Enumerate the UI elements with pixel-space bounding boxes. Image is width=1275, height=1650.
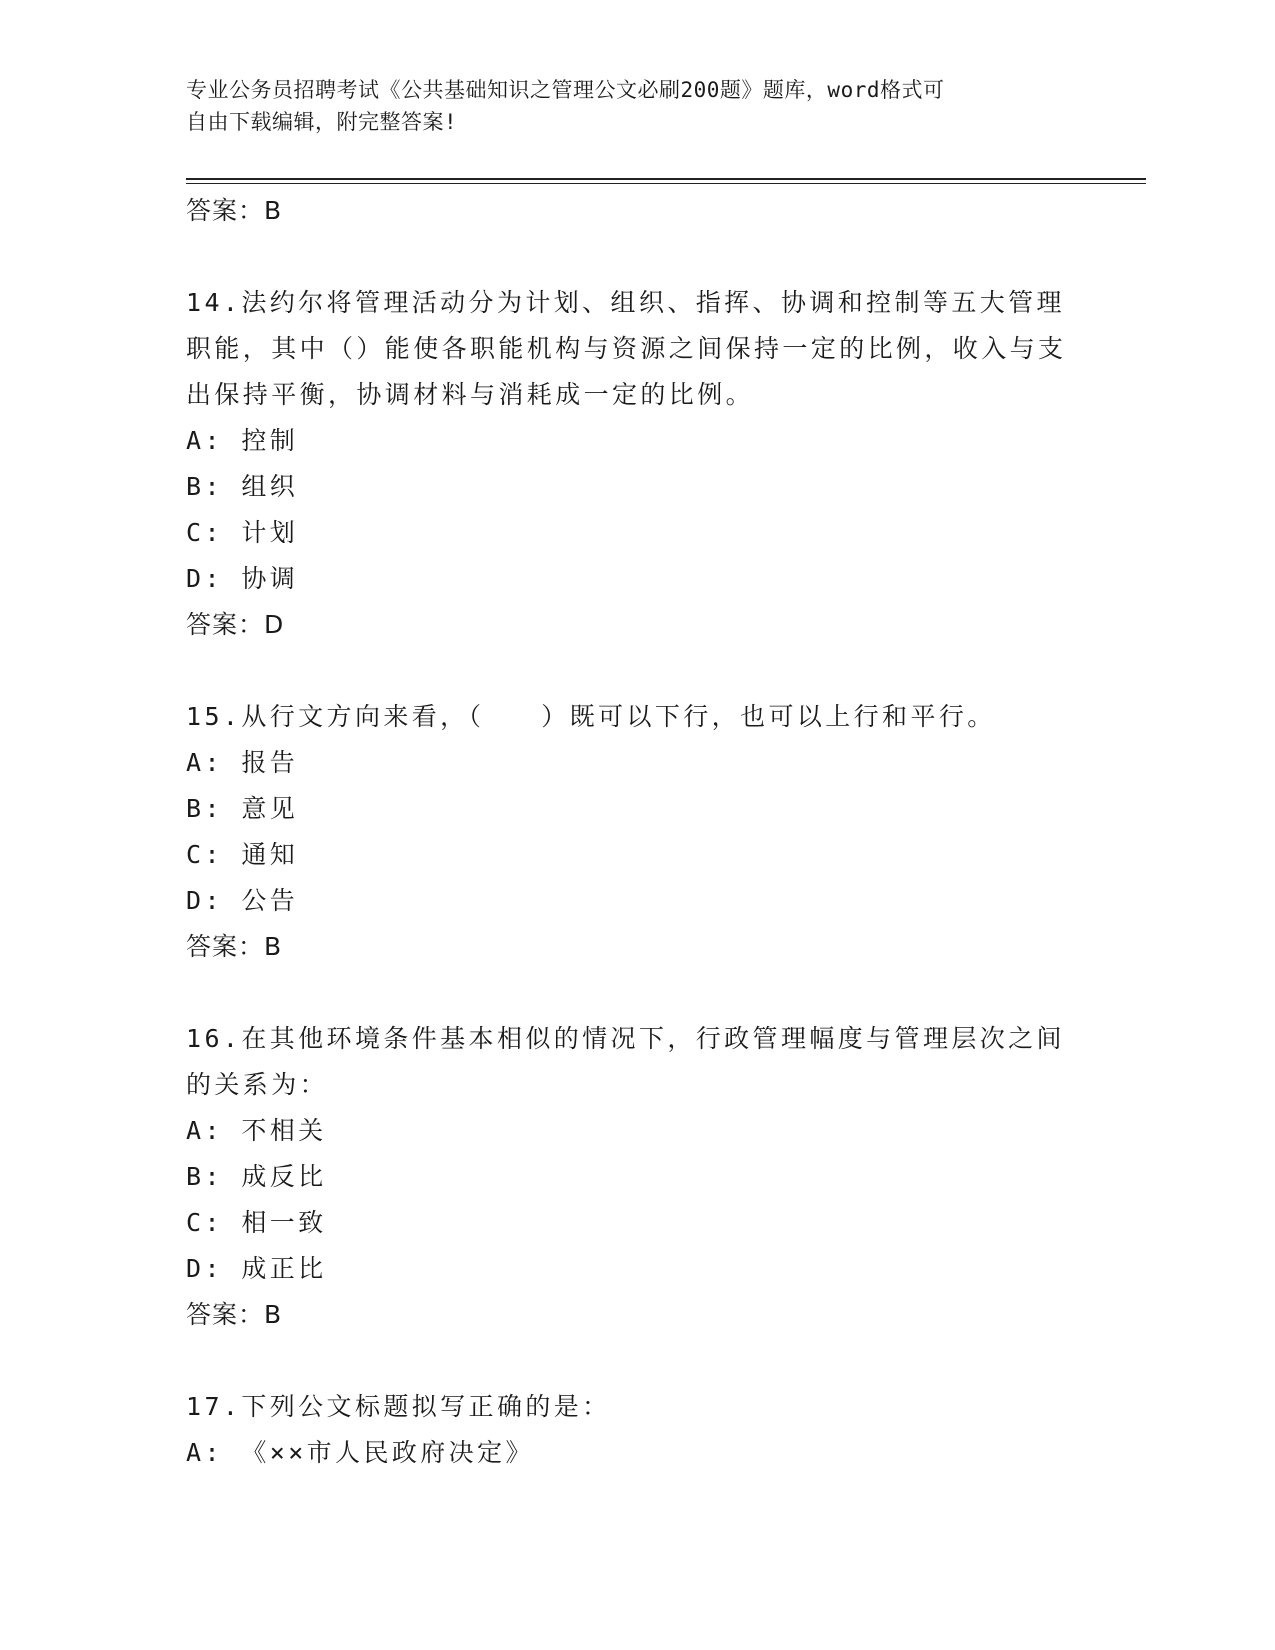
question-14 xyxy=(186,280,1086,648)
answer-line: 答案：B xyxy=(186,196,283,225)
question-text: 16.在其他环境条件基本相似的情况下，行政管理幅度与管理层次之间的关系为： xyxy=(186,1024,1065,1099)
header-line-1: 专业公务员招聘考试《公共基础知识之管理公文必刷200题》题库，word格式可 xyxy=(186,78,945,102)
answer-line: 答案：B xyxy=(186,1300,283,1329)
option-a: A: 控制 xyxy=(186,426,299,455)
answer-line: 答案：B xyxy=(186,932,283,961)
option-d: D: 协调 xyxy=(186,564,299,593)
document-header xyxy=(186,74,1086,138)
option-a: A: 《××市人民政府决定》 xyxy=(186,1438,534,1467)
header-rule-thin xyxy=(186,183,1146,184)
option-d: D: 成正比 xyxy=(186,1254,327,1283)
option-d: D: 公告 xyxy=(186,886,299,915)
option-b: B: 组织 xyxy=(186,472,299,501)
header-rule-thick xyxy=(186,178,1146,180)
answer-line: 答案：D xyxy=(186,610,285,639)
header-line-2: 自由下载编辑，附完整答案! xyxy=(186,110,458,134)
document-body xyxy=(186,188,1086,1476)
option-b: B: 成反比 xyxy=(186,1162,327,1191)
option-c: C: 相一致 xyxy=(186,1208,327,1237)
question-text: 15.从行文方向来看，（ ）既可以下行，也可以上行和平行。 xyxy=(186,702,996,731)
option-c: C: 计划 xyxy=(186,518,299,547)
option-b: B: 意见 xyxy=(186,794,299,823)
question-15 xyxy=(186,694,1086,970)
option-a: A: 不相关 xyxy=(186,1116,327,1145)
question-16 xyxy=(186,1016,1086,1338)
question-17 xyxy=(186,1384,1086,1476)
question-text: 17.下列公文标题拟写正确的是： xyxy=(186,1392,611,1421)
question-text: 14.法约尔将管理活动分为计划、组织、指挥、协调和控制等五大管理职能，其中（）能使各职能机构与资源之间保持一定的比例，收入与支出保持平衡，协调材料与消耗成一定的比例。 xyxy=(186,288,1067,409)
option-a: A: 报告 xyxy=(186,748,299,777)
option-c: C: 通知 xyxy=(186,840,299,869)
